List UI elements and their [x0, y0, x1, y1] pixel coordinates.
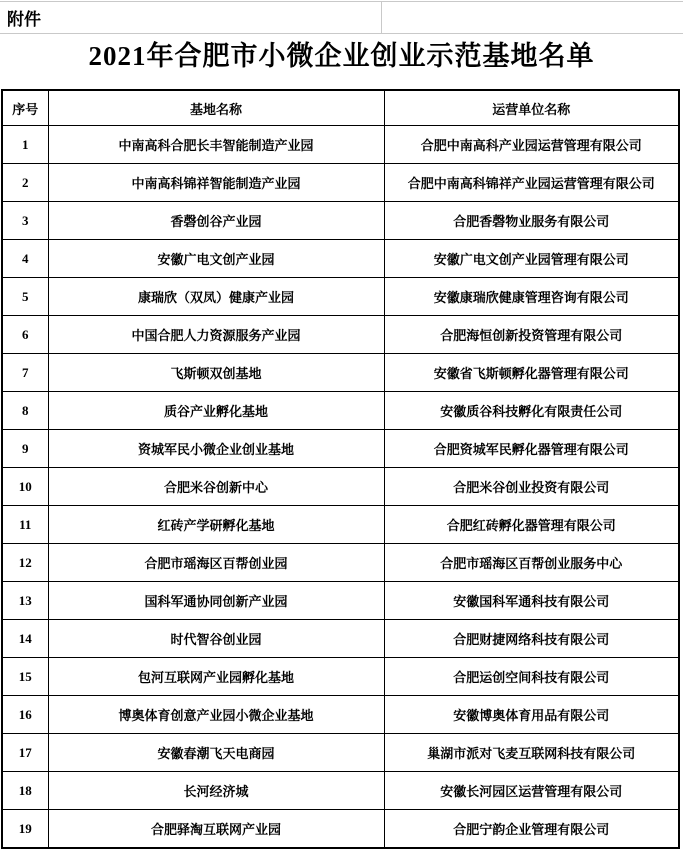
cell-operator-name: 安徽康瑞欣健康管理咨询有限公司 — [384, 278, 679, 316]
page-title: 2021年合肥市小微企业创业示范基地名单 — [88, 41, 595, 71]
table-row — [2, 696, 679, 734]
cell-base-name: 国科军通协同创新产业园 — [48, 582, 384, 620]
table-row — [2, 430, 679, 468]
table-row — [2, 620, 679, 658]
table-row — [2, 506, 679, 544]
cell-base-name: 包河互联网产业园孵化基地 — [48, 658, 384, 696]
cell-operator-name: 合肥宁韵企业管理有限公司 — [384, 810, 679, 849]
cell-operator-name: 合肥资城军民孵化器管理有限公司 — [384, 430, 679, 468]
cell-serial-number: 12 — [2, 544, 48, 582]
cell-operator-name: 安徽省飞斯顿孵化器管理有限公司 — [384, 354, 679, 392]
column-header-serial: 序号 — [2, 90, 48, 126]
cell-base-name: 合肥米谷创新中心 — [48, 468, 384, 506]
spacer — [0, 73, 683, 89]
cell-base-name: 中南高科锦祥智能制造产业园 — [48, 164, 384, 202]
cell-operator-name: 合肥米谷创业投资有限公司 — [384, 468, 679, 506]
table-row — [2, 202, 679, 240]
table-row — [2, 316, 679, 354]
cell-base-name: 博奥体育创意产业园小微企业基地 — [48, 696, 384, 734]
cell-serial-number: 8 — [2, 392, 48, 430]
table-row — [2, 468, 679, 506]
cell-serial-number: 6 — [2, 316, 48, 354]
cell-operator-name: 合肥红砖孵化器管理有限公司 — [384, 506, 679, 544]
cell-serial-number: 15 — [2, 658, 48, 696]
table-row — [2, 772, 679, 810]
table-row — [2, 544, 679, 582]
cell-operator-name: 合肥海恒创新投资管理有限公司 — [384, 316, 679, 354]
table-row — [2, 734, 679, 772]
cell-serial-number: 7 — [2, 354, 48, 392]
cell-operator-name: 巢湖市派对飞麦互联网科技有限公司 — [384, 734, 679, 772]
table-row — [2, 582, 679, 620]
title-row — [0, 34, 683, 73]
table-header-row — [2, 90, 679, 126]
cell-serial-number: 10 — [2, 468, 48, 506]
cell-base-name: 飞斯顿双创基地 — [48, 354, 384, 392]
cell-serial-number: 4 — [2, 240, 48, 278]
cell-base-name: 红砖产学研孵化基地 — [48, 506, 384, 544]
attachment-row — [0, 1, 683, 34]
cell-base-name: 合肥市瑶海区百帮创业园 — [48, 544, 384, 582]
attachment-label: 附件 — [7, 10, 41, 29]
cell-base-name: 安徽春潮飞天电商园 — [48, 734, 384, 772]
cell-base-name: 资城军民小微企业创业基地 — [48, 430, 384, 468]
cell-base-name: 香磬创谷产业园 — [48, 202, 384, 240]
cell-base-name: 合肥驿淘互联网产业园 — [48, 810, 384, 849]
table-row — [2, 658, 679, 696]
cell-serial-number: 19 — [2, 810, 48, 849]
cell-operator-name: 安徽国科军通科技有限公司 — [384, 582, 679, 620]
cell-operator-name: 合肥中南高科产业园运营管理有限公司 — [384, 126, 679, 164]
cell-serial-number: 11 — [2, 506, 48, 544]
cell-operator-name: 合肥市瑶海区百帮创业服务中心 — [384, 544, 679, 582]
table-row — [2, 354, 679, 392]
base-list-table — [1, 89, 680, 849]
cell-base-name: 中国合肥人力资源服务产业园 — [48, 316, 384, 354]
column-header-base: 基地名称 — [48, 90, 384, 126]
table-row — [2, 240, 679, 278]
cell-operator-name: 安徽广电文创产业园管理有限公司 — [384, 240, 679, 278]
cell-serial-number: 14 — [2, 620, 48, 658]
table-row — [2, 164, 679, 202]
table-row — [2, 278, 679, 316]
cell-operator-name: 安徽质谷科技孵化有限责任公司 — [384, 392, 679, 430]
column-header-operator: 运营单位名称 — [384, 90, 679, 126]
cell-operator-name: 合肥香磬物业服务有限公司 — [384, 202, 679, 240]
document-sheet — [0, 1, 683, 850]
cell-serial-number: 2 — [2, 164, 48, 202]
cell-base-name: 长河经济城 — [48, 772, 384, 810]
cell-serial-number: 1 — [2, 126, 48, 164]
cell-serial-number: 9 — [2, 430, 48, 468]
cell-base-name: 时代智谷创业园 — [48, 620, 384, 658]
cell-operator-name: 合肥中南高科锦祥产业园运营管理有限公司 — [384, 164, 679, 202]
table-row — [2, 392, 679, 430]
cell-base-name: 质谷产业孵化基地 — [48, 392, 384, 430]
cell-serial-number: 5 — [2, 278, 48, 316]
cell-operator-name: 安徽博奥体育用品有限公司 — [384, 696, 679, 734]
table-row — [2, 810, 679, 849]
cell-operator-name: 安徽长河园区运营管理有限公司 — [384, 772, 679, 810]
cell-base-name: 安徽广电文创产业园 — [48, 240, 384, 278]
cell-serial-number: 3 — [2, 202, 48, 240]
attachment-cell — [0, 2, 382, 33]
cell-serial-number: 13 — [2, 582, 48, 620]
attachment-empty-cell — [382, 2, 683, 33]
table-row — [2, 126, 679, 164]
cell-operator-name: 合肥财捷网络科技有限公司 — [384, 620, 679, 658]
cell-base-name: 中南高科合肥长丰智能制造产业园 — [48, 126, 384, 164]
cell-operator-name: 合肥运创空间科技有限公司 — [384, 658, 679, 696]
cell-serial-number: 17 — [2, 734, 48, 772]
cell-base-name: 康瑞欣（双凤）健康产业园 — [48, 278, 384, 316]
cell-serial-number: 18 — [2, 772, 48, 810]
cell-serial-number: 16 — [2, 696, 48, 734]
